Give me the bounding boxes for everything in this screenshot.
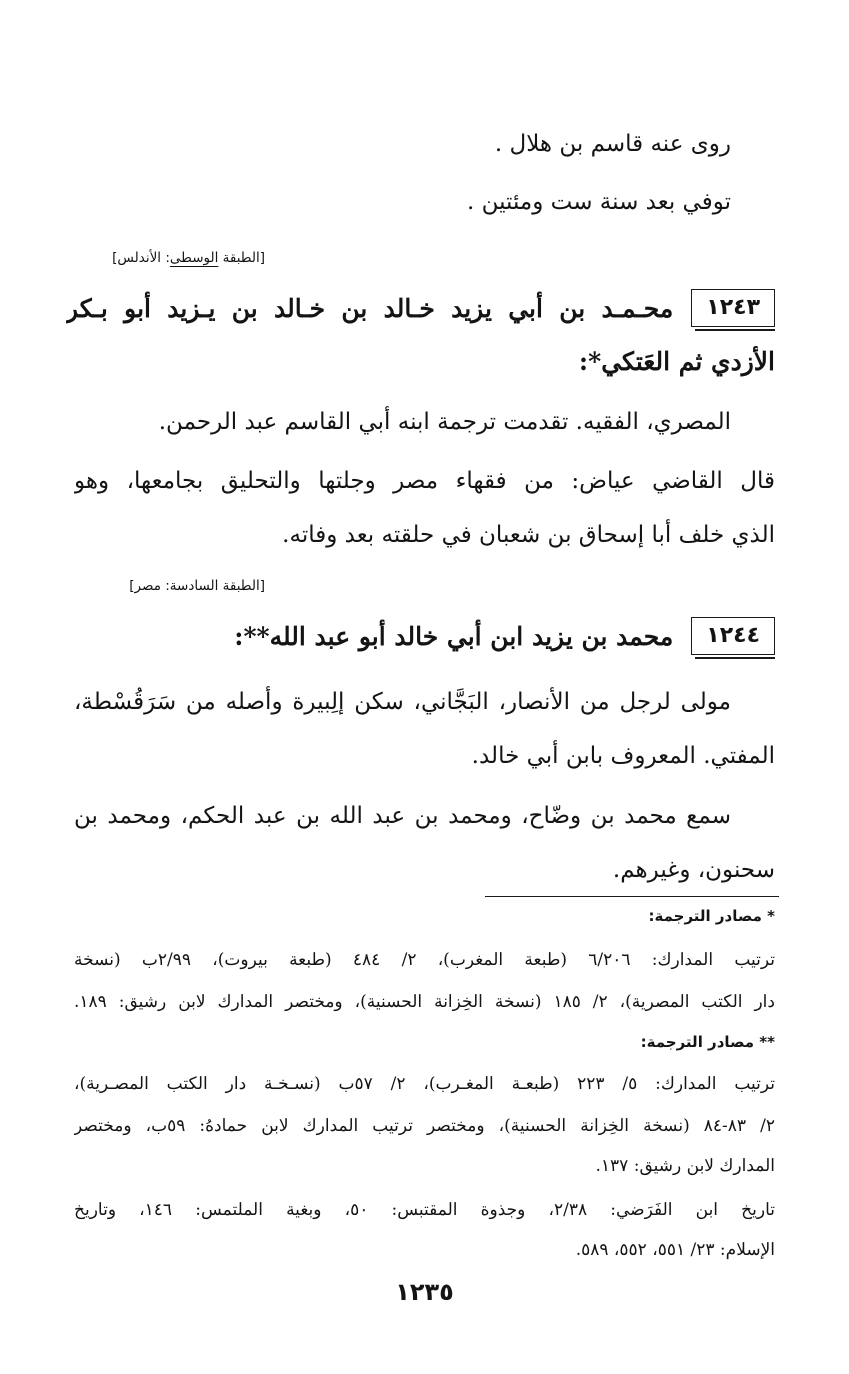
- entry-1243-body-2-line-1: قال القاضي عياض: من فقهاء مصر وجلتها والتحليق بجامعها، وهو: [74, 468, 775, 494]
- footnote-2-line-1: ترتيب المدارك: ٥/ ٢٢٣ (طبعـة المغـرب)، ٢/ ٥٧ب (نسـخـة دار الكتب المصـرية)،: [74, 1074, 775, 1094]
- entry-1243-name-line-2: الأزدي ثم العَتكي*:: [578, 347, 775, 376]
- footnote-2-line-3: المدارك لابن رشيق: ١٣٧.: [595, 1156, 775, 1176]
- intro-line-2: توفي بعد سنة ست ومئتين .: [466, 189, 731, 215]
- entry-1244-body-2-line-1: سمع محمد بن وضّاح، ومحمد بن عبد الله بن عبد الحكم، ومحمد بن: [74, 803, 731, 829]
- footnote-3-line-1: تاريخ ابن الفَرَضي: ٢/٣٨، وجذوة المقتبس: ٥٠، وبغية الملتمس: ١٤٦، وتاريخ: [74, 1200, 775, 1220]
- entry-1243-body-2-line-2: الذي خلف أبا إسحاق بن شعبان في حلقته بعد وفاته.: [282, 522, 775, 548]
- entry-1244-body-2-line-2: سحنون، وغيرهم.: [612, 857, 775, 883]
- entry-1243-heading: [66, 284, 775, 332]
- footnote-heading-2: ** مصادر الترجمة:: [640, 1033, 775, 1051]
- tabaqa-label-1: [65, 247, 265, 269]
- footnote-2-line-2: ٢/ ٨٣-٨٤ (نسخة الخِزانة الحسنية)، ومختصر ترتيب المدارك لابن حمادهُ: ٥٩ب، ومختصر: [74, 1116, 775, 1136]
- footnote-1-line-2: دار الكتب المصرية)، ٢/ ١٨٥ (نسخة الخِزانة الحسنية)، ومختصر المدارك لابن رشيق: ١٨٩.: [74, 992, 775, 1012]
- tabaqa-suffix: : الأندلس]: [112, 250, 170, 266]
- tabaqa-underlined: الوسطى: [169, 250, 219, 266]
- footnote-heading-1: * مصادر الترجمة:: [648, 907, 775, 925]
- intro-line-1: روى عنه قاسم بن هلال .: [494, 131, 731, 157]
- footnote-1-line-1: ترتيب المدارك: ٦/٢٠٦ (طبعة المغرب)، ٢/ ٤٨٤ (طبعة بيروت)، ٢/٩٩ب (نسخة: [74, 950, 775, 970]
- entry-number-box: ١٢٤٣: [691, 289, 775, 327]
- page-number: ١٢٣٥: [395, 1278, 454, 1306]
- entry-1244-body-1-line-2: المفتي. المعروف بابن أبي خالد.: [471, 743, 775, 769]
- footnote-3-line-2: الإسلام: ٢٣/ ٥٥١، ٥٥٢، ٥٨٩.: [575, 1240, 775, 1260]
- entry-1244-name: محمد بن يزيد ابن أبي خالد أبو عبد الله**:: [234, 621, 674, 651]
- tabaqa-prefix: [الطبقة: [218, 250, 265, 266]
- tabaqa-label-2: [الطبقة السادسة: مصر]: [129, 578, 265, 594]
- entry-1243-name-line-1: محـمـد بن أبي يزيد خـالد بن خـالد بن يـزيد أبو بـكر: [66, 293, 674, 323]
- entry-1243-body-1: المصري، الفقيه. تقدمت ترجمة ابنه أبي القاسم عبد الرحمن.: [158, 409, 731, 435]
- entry-number-box: ١٢٤٤: [691, 617, 775, 655]
- footnote-separator: [485, 896, 779, 897]
- entry-1244-heading: [75, 612, 775, 660]
- entry-1244-body-1-line-1: مولى لرجل من الأنصار، البَجَّاني، سكن إلِبيرة وأصله من سَرَقُسْطة،: [74, 689, 731, 715]
